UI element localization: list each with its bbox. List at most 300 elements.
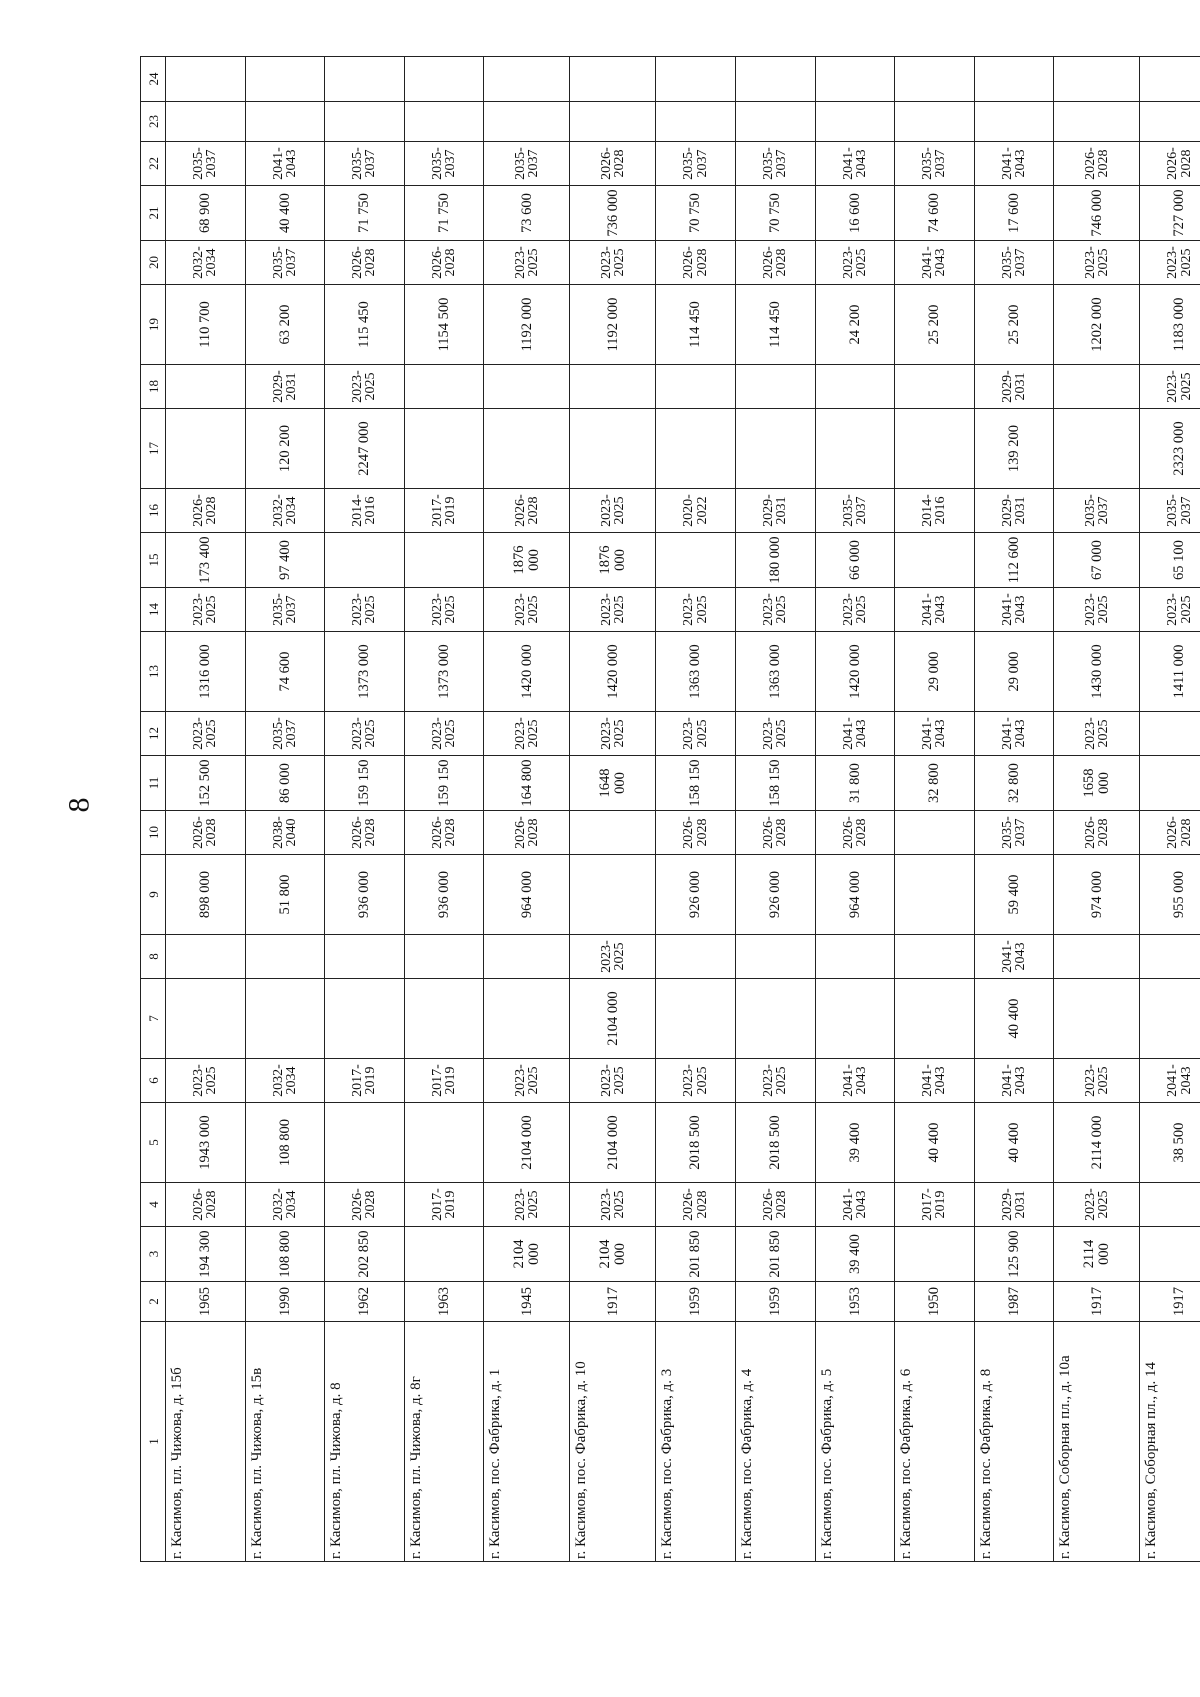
- period-cell: 2023-2025: [484, 241, 570, 285]
- value-cell: [1140, 756, 1200, 811]
- period-cell: 2023-2025: [815, 588, 895, 632]
- value-cell: 66 000: [815, 533, 895, 588]
- period-cell: 2041-2043: [974, 142, 1054, 186]
- value-cell: 1917: [570, 1282, 656, 1322]
- value-cell: 17 600: [974, 186, 1054, 241]
- value-cell: 71 750: [325, 186, 405, 241]
- address-cell: г. Касимов, пос. Фабрика, д. 8: [974, 1322, 1054, 1562]
- value-cell: 59 400: [974, 855, 1054, 935]
- value-cell: [570, 811, 656, 855]
- period-cell: 2041-2043: [895, 588, 975, 632]
- period-cell: 2041-2043: [895, 1059, 975, 1103]
- value-cell: [404, 935, 484, 979]
- value-cell: [484, 57, 570, 102]
- period-cell: 2023-2025: [484, 1183, 570, 1227]
- period-cell: 2023-2025: [570, 1059, 656, 1103]
- value-cell: 2114 000: [1054, 1103, 1140, 1183]
- value-cell: [974, 57, 1054, 102]
- value-cell: 1373 000: [404, 632, 484, 712]
- address-cell: г. Касимов, пос. Фабрика, д. 6: [895, 1322, 975, 1562]
- value-cell: [895, 533, 975, 588]
- value-cell: 1183 000: [1140, 285, 1200, 365]
- value-cell: [815, 57, 895, 102]
- value-cell: [570, 409, 656, 489]
- value-cell: 108 800: [245, 1103, 325, 1183]
- column-number-17: 17: [141, 409, 166, 489]
- column-number-14: 14: [141, 588, 166, 632]
- value-cell: 1316 000: [166, 632, 246, 712]
- period-cell: 2023-2025: [656, 712, 736, 756]
- period-cell: 2041-2043: [815, 1059, 895, 1103]
- value-cell: [484, 935, 570, 979]
- value-cell: [1054, 102, 1140, 142]
- value-cell: 73 600: [484, 186, 570, 241]
- period-cell: 2023-2025: [484, 1059, 570, 1103]
- value-cell: [1140, 1227, 1200, 1282]
- address-cell: г. Касимов, пл. Чижова, д. 15в: [245, 1322, 325, 1562]
- value-cell: 74 600: [895, 186, 975, 241]
- value-cell: 1990: [245, 1282, 325, 1322]
- period-cell: 2023-2025: [570, 712, 656, 756]
- period-cell: 2026-2028: [735, 1183, 815, 1227]
- value-cell: [735, 102, 815, 142]
- value-cell: [166, 979, 246, 1059]
- column-number-8: 8: [141, 935, 166, 979]
- period-cell: 2041-2043: [245, 142, 325, 186]
- period-cell: 2023-2025: [570, 935, 656, 979]
- address-cell: г. Касимов, Соборная пл., д. 14: [1140, 1322, 1200, 1562]
- value-cell: [325, 1103, 405, 1183]
- column-number-19: 19: [141, 285, 166, 365]
- value-cell: [245, 979, 325, 1059]
- period-cell: 2026-2028: [1140, 142, 1200, 186]
- period-cell: 2035-2037: [245, 712, 325, 756]
- period-cell: 2026-2028: [1054, 142, 1140, 186]
- value-cell: [404, 1103, 484, 1183]
- value-cell: [1140, 935, 1200, 979]
- value-cell: 159 150: [325, 756, 405, 811]
- value-cell: [404, 979, 484, 1059]
- period-cell: 2026-2028: [325, 241, 405, 285]
- address-cell: г. Касимов, пос. Фабрика, д. 3: [656, 1322, 736, 1562]
- period-cell: 2023-2025: [1054, 588, 1140, 632]
- period-cell: 2014-2016: [895, 489, 975, 533]
- period-cell: 2023-2025: [404, 712, 484, 756]
- period-cell: 2023-2025: [735, 1059, 815, 1103]
- value-cell: 25 200: [974, 285, 1054, 365]
- column-number-7: 7: [141, 979, 166, 1059]
- value-cell: 727 000: [1140, 186, 1200, 241]
- value-cell: 67 000: [1054, 533, 1140, 588]
- value-cell: 152 500: [166, 756, 246, 811]
- value-cell: 964 000: [815, 855, 895, 935]
- period-cell: 2023-2025: [570, 241, 656, 285]
- value-cell: [656, 409, 736, 489]
- value-cell: 936 000: [325, 855, 405, 935]
- value-cell: [895, 1227, 975, 1282]
- value-cell: [815, 365, 895, 409]
- value-cell: 898 000: [166, 855, 246, 935]
- column-number-21: 21: [141, 186, 166, 241]
- value-cell: [325, 57, 405, 102]
- value-cell: 2104 000: [570, 1103, 656, 1183]
- value-cell: [1054, 409, 1140, 489]
- column-number-10: 10: [141, 811, 166, 855]
- value-cell: [484, 979, 570, 1059]
- value-cell: 158 150: [735, 756, 815, 811]
- value-cell: 1154 500: [404, 285, 484, 365]
- value-cell: [245, 935, 325, 979]
- period-cell: 2023-2025: [166, 588, 246, 632]
- value-cell: [895, 409, 975, 489]
- value-cell: [1054, 935, 1140, 979]
- value-cell: [1140, 102, 1200, 142]
- value-cell: [404, 533, 484, 588]
- value-cell: 112 600: [974, 533, 1054, 588]
- table-row: [1140, 57, 1200, 1562]
- value-cell: 38 500: [1140, 1103, 1200, 1183]
- column-number-3: 3: [141, 1227, 166, 1282]
- period-cell: 2023-2025: [735, 712, 815, 756]
- value-cell: 114 450: [735, 285, 815, 365]
- period-cell: 2023-2025: [325, 712, 405, 756]
- value-cell: 926 000: [735, 855, 815, 935]
- period-cell: 2035-2037: [974, 811, 1054, 855]
- value-cell: 29 000: [974, 632, 1054, 712]
- value-cell: 1963: [404, 1282, 484, 1322]
- table-row: [245, 57, 325, 1562]
- column-number-2: 2: [141, 1282, 166, 1322]
- value-cell: 114 450: [656, 285, 736, 365]
- value-cell: 39 400: [815, 1227, 895, 1282]
- value-cell: [815, 409, 895, 489]
- period-cell: 2041-2043: [895, 712, 975, 756]
- value-cell: [570, 855, 656, 935]
- period-cell: 2041-2043: [974, 935, 1054, 979]
- value-cell: [325, 533, 405, 588]
- value-cell: [404, 57, 484, 102]
- value-cell: 24 200: [815, 285, 895, 365]
- value-cell: [325, 979, 405, 1059]
- period-cell: 2029-2031: [974, 489, 1054, 533]
- value-cell: 65 100: [1140, 533, 1200, 588]
- value-cell: [404, 1227, 484, 1282]
- table-row: [974, 57, 1054, 1562]
- period-cell: 2020-2022: [656, 489, 736, 533]
- value-cell: 115 450: [325, 285, 405, 365]
- value-cell: 125 900: [974, 1227, 1054, 1282]
- value-cell: 926 000: [656, 855, 736, 935]
- period-cell: 2023-2025: [404, 588, 484, 632]
- period-cell: 2026-2028: [166, 811, 246, 855]
- period-cell: 2023-2025: [166, 1059, 246, 1103]
- value-cell: [166, 935, 246, 979]
- period-cell: 2026-2028: [166, 1183, 246, 1227]
- address-cell: г. Касимов, пл. Чижова, д. 8г: [404, 1322, 484, 1562]
- value-cell: 201 850: [735, 1227, 815, 1282]
- value-cell: 164 800: [484, 756, 570, 811]
- column-number-12: 12: [141, 712, 166, 756]
- value-cell: 964 000: [484, 855, 570, 935]
- period-cell: 2035-2037: [974, 241, 1054, 285]
- period-cell: 2017-2019: [895, 1183, 975, 1227]
- period-cell: 2014-2016: [325, 489, 405, 533]
- address-cell: г. Касимов, пос. Фабрика, д. 4: [735, 1322, 815, 1562]
- value-cell: 2114 000: [1054, 1227, 1140, 1282]
- column-number-11: 11: [141, 756, 166, 811]
- value-cell: [166, 409, 246, 489]
- period-cell: 2023-2025: [735, 588, 815, 632]
- period-cell: 2023-2025: [1140, 241, 1200, 285]
- value-cell: 29 000: [895, 632, 975, 712]
- period-cell: 2017-2019: [404, 1183, 484, 1227]
- value-cell: [1054, 979, 1140, 1059]
- value-cell: 68 900: [166, 186, 246, 241]
- address-cell: г. Касимов, пл. Чижова, д. 15б: [166, 1322, 246, 1562]
- period-cell: 2035-2037: [656, 142, 736, 186]
- value-cell: 2104 000: [484, 1227, 570, 1282]
- address-cell: г. Касимов, пос. Фабрика, д. 10: [570, 1322, 656, 1562]
- value-cell: [166, 365, 246, 409]
- column-number-9: 9: [141, 855, 166, 935]
- period-cell: 2029-2031: [245, 365, 325, 409]
- period-cell: 2029-2031: [974, 1183, 1054, 1227]
- period-cell: 2026-2028: [656, 241, 736, 285]
- table-row: [166, 57, 246, 1562]
- period-cell: 2023-2025: [570, 1183, 656, 1227]
- value-cell: 1917: [1140, 1282, 1200, 1322]
- value-cell: 39 400: [815, 1103, 895, 1183]
- period-cell: 2023-2025: [166, 712, 246, 756]
- value-cell: [484, 102, 570, 142]
- value-cell: [735, 57, 815, 102]
- value-cell: 2104 000: [570, 979, 656, 1059]
- value-cell: [325, 935, 405, 979]
- value-cell: 2104 000: [570, 1227, 656, 1282]
- period-cell: 2041-2043: [895, 241, 975, 285]
- period-cell: 2035-2037: [325, 142, 405, 186]
- value-cell: 32 800: [895, 756, 975, 811]
- period-cell: 2035-2037: [484, 142, 570, 186]
- period-cell: 2026-2028: [404, 811, 484, 855]
- value-cell: [166, 102, 246, 142]
- value-cell: 1959: [656, 1282, 736, 1322]
- value-cell: 1965: [166, 1282, 246, 1322]
- table-row: [484, 57, 570, 1562]
- period-cell: 2023-2025: [815, 241, 895, 285]
- value-cell: [656, 365, 736, 409]
- value-cell: 40 400: [895, 1103, 975, 1183]
- address-cell: г. Касимов, пл. Чижова, д. 8: [325, 1322, 405, 1562]
- period-cell: 2041-2043: [974, 1059, 1054, 1103]
- value-cell: [735, 409, 815, 489]
- period-cell: 2035-2037: [1140, 489, 1200, 533]
- value-cell: [166, 57, 246, 102]
- value-cell: 16 600: [815, 186, 895, 241]
- column-number-22: 22: [141, 142, 166, 186]
- period-cell: 2023-2025: [656, 1059, 736, 1103]
- value-cell: 1945: [484, 1282, 570, 1322]
- column-number-15: 15: [141, 533, 166, 588]
- value-cell: 139 200: [974, 409, 1054, 489]
- value-cell: 70 750: [735, 186, 815, 241]
- period-cell: 2026-2028: [656, 811, 736, 855]
- table-row: [815, 57, 895, 1562]
- page-number: 8: [62, 797, 96, 813]
- period-cell: 2029-2031: [735, 489, 815, 533]
- value-cell: [815, 935, 895, 979]
- period-cell: 2023-2025: [484, 712, 570, 756]
- value-cell: 180 000: [735, 533, 815, 588]
- value-cell: [245, 57, 325, 102]
- value-cell: 51 800: [245, 855, 325, 935]
- value-cell: [1054, 365, 1140, 409]
- column-number-row: [141, 57, 166, 1562]
- value-cell: 108 800: [245, 1227, 325, 1282]
- value-cell: 1202 000: [1054, 285, 1140, 365]
- address-cell: г. Касимов, Соборная пл., д. 10а: [1054, 1322, 1140, 1562]
- column-number-24: 24: [141, 57, 166, 102]
- value-cell: [656, 533, 736, 588]
- period-cell: 2017-2019: [404, 489, 484, 533]
- period-cell: 2026-2028: [735, 241, 815, 285]
- value-cell: [1054, 57, 1140, 102]
- period-cell: 2023-2025: [1140, 365, 1200, 409]
- value-cell: 86 000: [245, 756, 325, 811]
- value-cell: 1192 000: [570, 285, 656, 365]
- value-cell: [895, 935, 975, 979]
- period-cell: 2023-2025: [484, 588, 570, 632]
- value-cell: 120 200: [245, 409, 325, 489]
- table-row: [570, 57, 656, 1562]
- value-cell: 1658 000: [1054, 756, 1140, 811]
- period-cell: 2026-2028: [404, 241, 484, 285]
- period-cell: 2035-2037: [166, 142, 246, 186]
- value-cell: 2323 000: [1140, 409, 1200, 489]
- data-table: [140, 56, 1200, 1562]
- period-cell: 2023-2025: [570, 588, 656, 632]
- table-row: [895, 57, 975, 1562]
- period-cell: 2023-2025: [656, 588, 736, 632]
- value-cell: 2247 000: [325, 409, 405, 489]
- value-cell: 1876 000: [484, 533, 570, 588]
- period-cell: 2041-2043: [974, 588, 1054, 632]
- period-cell: 2026-2028: [570, 142, 656, 186]
- value-cell: [1140, 712, 1200, 756]
- value-cell: [895, 979, 975, 1059]
- value-cell: [895, 811, 975, 855]
- period-cell: 2026-2028: [1140, 811, 1200, 855]
- value-cell: 974 000: [1054, 855, 1140, 935]
- value-cell: [895, 365, 975, 409]
- column-number-23: 23: [141, 102, 166, 142]
- table-row: [404, 57, 484, 1562]
- period-cell: 2026-2028: [166, 489, 246, 533]
- value-cell: 1648 000: [570, 756, 656, 811]
- value-cell: [404, 365, 484, 409]
- period-cell: 2026-2028: [815, 811, 895, 855]
- period-cell: 2029-2031: [974, 365, 1054, 409]
- period-cell: 2035-2037: [1054, 489, 1140, 533]
- column-number-13: 13: [141, 632, 166, 712]
- value-cell: 1950: [895, 1282, 975, 1322]
- period-cell: 2023-2025: [1140, 588, 1200, 632]
- period-cell: 2041-2043: [815, 1183, 895, 1227]
- value-cell: [735, 365, 815, 409]
- value-cell: 2018 500: [735, 1103, 815, 1183]
- value-cell: 31 800: [815, 756, 895, 811]
- value-cell: [974, 102, 1054, 142]
- value-cell: [656, 979, 736, 1059]
- value-cell: 25 200: [895, 285, 975, 365]
- value-cell: 201 850: [656, 1227, 736, 1282]
- value-cell: [1140, 1183, 1200, 1227]
- period-cell: 2032-2034: [245, 1183, 325, 1227]
- value-cell: [895, 855, 975, 935]
- period-cell: 2017-2019: [325, 1059, 405, 1103]
- value-cell: 1987: [974, 1282, 1054, 1322]
- table-body: [166, 57, 1200, 1562]
- value-cell: 71 750: [404, 186, 484, 241]
- period-cell: 2026-2028: [735, 811, 815, 855]
- period-cell: 2026-2028: [484, 811, 570, 855]
- value-cell: 1411 000: [1140, 632, 1200, 712]
- value-cell: [735, 979, 815, 1059]
- value-cell: 1430 000: [1054, 632, 1140, 712]
- value-cell: 1363 000: [735, 632, 815, 712]
- value-cell: 1876 000: [570, 533, 656, 588]
- value-cell: 97 400: [245, 533, 325, 588]
- value-cell: 1420 000: [484, 632, 570, 712]
- column-number-18: 18: [141, 365, 166, 409]
- column-number-1: 1: [141, 1322, 166, 1562]
- value-cell: 74 600: [245, 632, 325, 712]
- period-cell: 2041-2043: [815, 142, 895, 186]
- value-cell: [484, 409, 570, 489]
- period-cell: 2026-2028: [325, 1183, 405, 1227]
- value-cell: [895, 102, 975, 142]
- period-cell: 2032-2034: [245, 1059, 325, 1103]
- period-cell: 2026-2028: [656, 1183, 736, 1227]
- value-cell: 1363 000: [656, 632, 736, 712]
- value-cell: [735, 935, 815, 979]
- value-cell: 1192 000: [484, 285, 570, 365]
- value-cell: 1420 000: [570, 632, 656, 712]
- period-cell: 2035-2037: [245, 241, 325, 285]
- value-cell: 1943 000: [166, 1103, 246, 1183]
- table-row: [1054, 57, 1140, 1562]
- column-number-6: 6: [141, 1059, 166, 1103]
- period-cell: 2026-2028: [484, 489, 570, 533]
- period-cell: 2026-2028: [1054, 811, 1140, 855]
- period-cell: 2035-2037: [895, 142, 975, 186]
- period-cell: 2035-2037: [404, 142, 484, 186]
- value-cell: [404, 102, 484, 142]
- value-cell: [484, 365, 570, 409]
- period-cell: 2023-2025: [1054, 1183, 1140, 1227]
- value-cell: 936 000: [404, 855, 484, 935]
- value-cell: 32 800: [974, 756, 1054, 811]
- period-cell: 2026-2028: [325, 811, 405, 855]
- value-cell: [815, 979, 895, 1059]
- value-cell: 736 000: [570, 186, 656, 241]
- column-number-20: 20: [141, 241, 166, 285]
- column-number-16: 16: [141, 489, 166, 533]
- value-cell: 1962: [325, 1282, 405, 1322]
- value-cell: 1959: [735, 1282, 815, 1322]
- period-cell: 2032-2034: [166, 241, 246, 285]
- period-cell: 2023-2025: [325, 588, 405, 632]
